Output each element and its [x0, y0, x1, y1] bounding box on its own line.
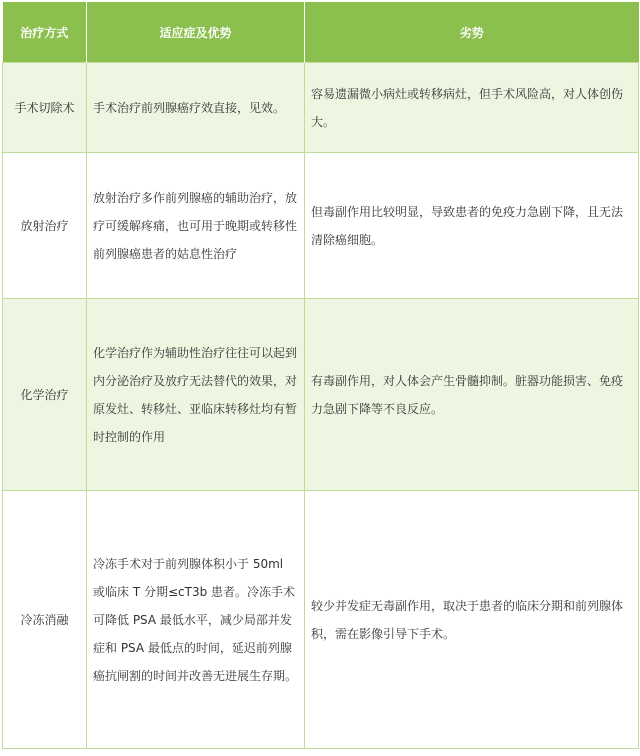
advantage-cell: 放射治疗多作前列腺癌的辅助治疗，放疗可缓解疼痛，也可用于晚期或转移性前列腺癌患者的姑息性治疗 [87, 153, 305, 299]
disadvantage-cell: 容易遗漏微小病灶或转移病灶，但手术风险高，对人体创伤大。 [305, 63, 639, 153]
treatment-method-cell: 手术切除术 [3, 63, 87, 153]
disadvantage-cell: 有毒副作用，对人体会产生骨髓抑制。脏器功能损害、免疫力急剧下降等不良反应。 [305, 299, 639, 491]
advantage-cell: 冷冻手术对于前列腺体积小于 50ml 或临床 T 分期≤cT3b 患者。冷冻手术可降低 PSA 最低水平，减少局部并发症和 PSA 最低点的时间，延迟前列腺癌抗闸割的时间并改善无进展生存期。 [87, 491, 305, 749]
disadvantage-cell: 但毒副作用比较明显，导致患者的免疫力急剧下降，且无法清除癌细胞。 [305, 153, 639, 299]
table-row [3, 63, 639, 153]
treatment-method-cell: 化学治疗 [3, 299, 87, 491]
treatment-comparison-table [2, 2, 639, 749]
advantage-cell: 手术治疗前列腺癌疗效直接，见效。 [87, 63, 305, 153]
table-row [3, 491, 639, 749]
treatment-method-cell: 冷冻消融 [3, 491, 87, 749]
header-disadvantages: 劣势 [305, 2, 639, 63]
table-row [3, 153, 639, 299]
header-indications-advantages: 适应症及优势 [87, 2, 305, 63]
disadvantage-cell: 较少并发症无毒副作用，取决于患者的临床分期和前列腺体积，需在影像引导下手术。 [305, 491, 639, 749]
treatment-method-cell: 放射治疗 [3, 153, 87, 299]
header-treatment-method: 治疗方式 [3, 2, 87, 63]
table-row [3, 299, 639, 491]
advantage-cell: 化学治疗作为辅助性治疗往往可以起到内分泌治疗及放疗无法替代的效果，对原发灶、转移灶、亚临床转移灶均有暂时控制的作用 [87, 299, 305, 491]
table-header-row [3, 2, 639, 63]
